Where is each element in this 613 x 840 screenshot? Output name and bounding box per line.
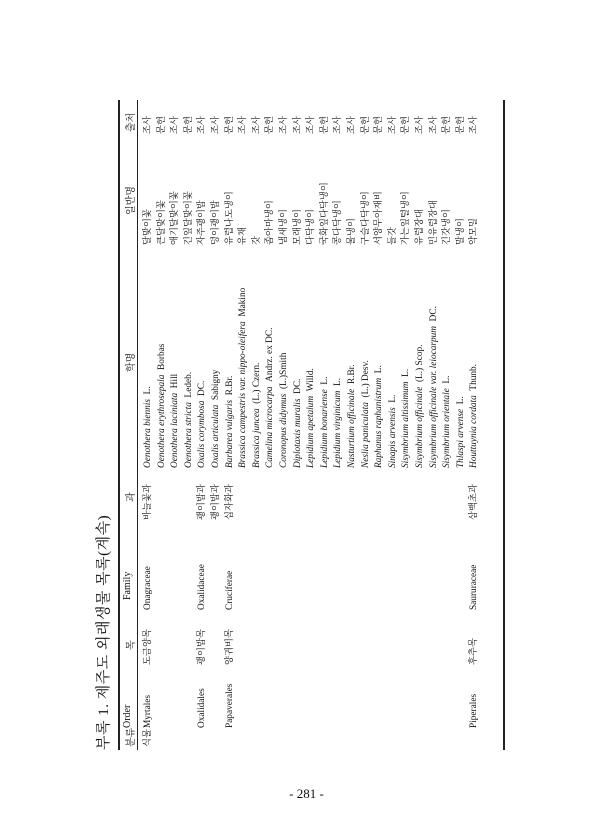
cell-source: 문헌: [224, 116, 235, 134]
cell-scientific-name: [183, 372, 197, 468]
header-order: Order: [122, 704, 133, 728]
cell-source: 조사: [279, 116, 289, 134]
table-row: [264, 100, 278, 750]
scientific-authority: DC.: [292, 378, 303, 394]
cell-korean-name: 콩다닥냉이: [333, 200, 344, 245]
cell-korean-name: 달맞이꽃: [143, 209, 153, 245]
cell-bunryu: 식물: [143, 729, 153, 747]
table-row: [455, 100, 469, 750]
table-row: [305, 100, 319, 750]
scientific-binomial: Sinapis arvensis: [387, 407, 398, 468]
cell-korean-name: 약모밀: [469, 218, 480, 245]
scientific-authority: L.: [333, 377, 344, 386]
table-row: [224, 100, 238, 750]
cell-scientific-name: [468, 364, 482, 468]
cell-order-ko: 양귀비목: [224, 629, 235, 665]
cell-korean-name: 냄새냉이: [279, 209, 289, 245]
cell-scientific-name: [414, 345, 428, 468]
cell-family: Oxalidaceae: [197, 564, 208, 610]
cell-source: 조사: [251, 116, 262, 134]
scientific-binomial: Raphanus raphanistrum: [374, 377, 385, 468]
cell-source: 조사: [238, 116, 249, 134]
table-row: [360, 100, 374, 750]
cell-source: 조사: [170, 116, 181, 134]
cell-source: 문헌: [319, 116, 330, 134]
scientific-authority: R.Br.: [224, 375, 235, 396]
scientific-binomial: Sisymbrium officinale: [415, 386, 425, 468]
scientific-binomial: Nasturtium officinale: [347, 388, 357, 468]
scientific-authority: L.: [319, 376, 330, 385]
cell-scientific-name: [400, 369, 414, 468]
cell-scientific-name: [278, 353, 292, 468]
cell-scientific-name: [428, 306, 442, 468]
table-row: [414, 100, 428, 750]
cell-korean-name: 갓: [251, 236, 262, 245]
cell-korean-name: 유럽장대: [415, 209, 425, 245]
scientific-binomial: Sisymbrium officinale var. leiocarpum: [428, 325, 439, 468]
scientific-binomial: Oenothera stricta: [183, 402, 194, 468]
cell-family-ko: 십자화과: [224, 484, 235, 520]
table-row: [210, 100, 224, 750]
cell-korean-name: 구슬다닥냉이: [360, 191, 371, 245]
cell-source: 문헌: [183, 116, 194, 134]
table-row: [237, 100, 251, 750]
cell-source: 조사: [333, 116, 344, 134]
cell-scientific-name: [387, 395, 401, 468]
scientific-binomial: Oenothera biennis: [143, 399, 153, 468]
table-caption: 부록 1. 제주도 외래생물 목록(계속): [96, 514, 112, 750]
cell-order-ko: 후추목: [469, 638, 480, 665]
cell-source: 문헌: [156, 116, 167, 134]
cell-korean-name: 모래냉이: [292, 209, 303, 245]
table-row: [319, 100, 333, 750]
scientific-authority: Borbas: [156, 343, 167, 370]
cell-korean-name: 가는잎털냉이: [401, 191, 412, 245]
header-korean: 일반명: [126, 186, 137, 215]
scientific-authority: L.: [387, 394, 398, 403]
table-row: [278, 100, 292, 750]
scientific-authority: Hill: [170, 373, 181, 389]
cell-korean-name: 다닥냉이: [306, 209, 317, 245]
cell-korean-name: 자주괭이밥: [197, 200, 208, 245]
cell-scientific-name: [196, 381, 210, 468]
scientific-binomial: Coronopus didymus: [279, 393, 289, 468]
table-row: [142, 100, 156, 750]
table-row: [292, 100, 306, 750]
cell-scientific-name: [360, 360, 374, 468]
cell-korean-name: 서양무아재비: [374, 191, 385, 245]
scientific-authority: DC.: [197, 380, 208, 396]
table-row: [332, 100, 346, 750]
table-header-rule: [137, 100, 138, 750]
scientific-binomial: Neslia paniculata: [360, 402, 371, 468]
scientific-binomial: Lepidium apetalum: [306, 395, 317, 468]
cell-family: Cruciferae: [224, 570, 235, 610]
scientific-authority: L.: [374, 365, 385, 374]
cell-korean-name: 물냉이: [347, 218, 357, 245]
cell-source: 조사: [469, 116, 480, 134]
cell-source: 문헌: [360, 116, 371, 134]
cell-source: 조사: [347, 116, 357, 134]
scientific-authority: DC.: [428, 306, 439, 322]
scientific-binomial: Lepidium virginicum: [333, 390, 344, 468]
table-top-rule: [118, 100, 120, 750]
cell-source: 조사: [211, 116, 221, 134]
cell-source: 조사: [387, 116, 398, 134]
cell-source: 문헌: [401, 116, 412, 134]
table-row: [428, 100, 442, 750]
scientific-authority: Ledeb.: [183, 371, 194, 398]
table-row: [156, 100, 170, 750]
table-row: [346, 100, 360, 750]
cell-scientific-name: [224, 376, 238, 468]
table-row: [183, 100, 197, 750]
header-family-ko: 과: [126, 492, 137, 502]
cell-scientific-name: [142, 386, 156, 468]
cell-order: Piperales: [469, 693, 480, 728]
cell-family-ko: 삼백초과: [469, 484, 480, 520]
scientific-binomial: Oxalis corymbosa: [197, 400, 208, 468]
scientific-binomial: Sisymbrium altissimum: [401, 381, 412, 468]
scientific-binomial: Houttuynia cordata: [469, 395, 480, 468]
cell-scientific-name: [441, 376, 455, 468]
cell-scientific-name: [210, 370, 224, 468]
cell-korean-name: 말냉이: [455, 218, 466, 245]
scientific-authority: L.: [442, 375, 453, 384]
scientific-binomial: Camelina microcarpa: [265, 386, 276, 468]
cell-family: Onagraceae: [143, 566, 153, 610]
rotated-table-page: [92, 100, 512, 750]
table-row: [169, 100, 183, 750]
scientific-authority: Thunb.: [469, 364, 480, 391]
cell-family-ko: 괭이밥과: [197, 484, 208, 520]
scientific-authority: (L.) Czern.: [251, 362, 262, 404]
cell-source: 조사: [415, 116, 425, 134]
cell-korean-name: 긴잎달맞이꽃: [183, 191, 194, 245]
header-bunryu: 분류: [126, 727, 137, 747]
header-order-ko: 목: [126, 640, 137, 650]
header-source: 출처: [126, 112, 137, 132]
scientific-binomial: Brassica campestris var. nippo-oleifera: [238, 321, 249, 468]
cell-family-ko: 바늘꽃과: [143, 484, 153, 520]
scientific-binomial: Lepidium bonariense: [319, 389, 330, 468]
cell-order: Papaverales: [224, 683, 235, 728]
cell-source: 조사: [306, 116, 317, 134]
table-row: [251, 100, 265, 750]
cell-order: Oxalidales: [197, 688, 208, 728]
cell-scientific-name: [237, 288, 251, 468]
scientific-authority: (L.)Smith: [279, 352, 289, 390]
scientific-authority: Willd.: [306, 368, 317, 392]
scientific-binomial: Oxalis articulata: [211, 404, 221, 468]
scientific-binomial: Barbarea vulgaris: [224, 399, 235, 468]
scientific-authority: Sabigny: [211, 369, 221, 401]
scientific-authority: Andrz. ex DC.: [265, 327, 276, 382]
cell-family: Saururaceae: [469, 564, 480, 610]
table-row: [468, 100, 482, 750]
cell-korean-name: 큰달맞이꽃: [156, 200, 167, 245]
cell-order-ko: 도금양목: [143, 629, 153, 665]
cell-scientific-name: [169, 374, 183, 468]
scientific-binomial: Oenothera erythrosepala: [156, 374, 167, 468]
scientific-authority: L.: [143, 386, 153, 395]
scientific-authority: L.: [455, 396, 466, 405]
table-row: [196, 100, 210, 750]
table-bottom-rule: [503, 100, 505, 750]
scientific-authority: R.Br.: [347, 364, 357, 385]
cell-scientific-name: [346, 364, 360, 468]
header-family: Family: [122, 571, 133, 600]
cell-source: 조사: [428, 116, 439, 134]
table-row: [441, 100, 455, 750]
cell-scientific-name: [319, 377, 333, 468]
cell-scientific-name: [251, 363, 265, 468]
cell-korean-name: 들갓: [387, 227, 398, 245]
cell-source: 문헌: [455, 116, 466, 134]
cell-scientific-name: [373, 365, 387, 468]
scientific-binomial: Sisymbrium orientale: [442, 388, 453, 468]
cell-source: 문헌: [265, 116, 276, 134]
header-scientific: 학명: [126, 352, 137, 372]
table-row: [373, 100, 387, 750]
scientific-authority: L.: [401, 368, 412, 377]
cell-scientific-name: [292, 379, 306, 468]
scientific-binomial: Diplotaxis muralis: [292, 398, 303, 468]
cell-korean-name: 유채: [238, 227, 249, 245]
cell-scientific-name: [455, 396, 469, 468]
cell-korean-name: 덩이괭이밥: [211, 200, 221, 245]
cell-scientific-name: [156, 344, 170, 468]
cell-family-ko: 괭이밥과: [211, 484, 221, 520]
table-row: [387, 100, 401, 750]
cell-source: 조사: [197, 116, 208, 134]
cell-korean-name: 좀아마냉이: [265, 200, 276, 245]
scientific-binomial: Brassica juncea: [251, 408, 262, 468]
cell-korean-name: 긴갓냉이: [442, 209, 453, 245]
cell-scientific-name: [305, 368, 319, 468]
cell-source: 문헌: [442, 116, 453, 134]
cell-korean-name: 국화잎다닥냉이: [319, 182, 330, 245]
cell-order: Myrtales: [143, 694, 153, 728]
cell-korean-name: 민유럽장대: [428, 200, 439, 245]
cell-scientific-name: [264, 328, 278, 468]
cell-order-ko: 괭이밥목: [197, 629, 208, 665]
scientific-authority: Makino: [238, 287, 249, 317]
scientific-binomial: Thlaspi arvense: [455, 408, 466, 468]
scientific-binomial: Oenothera laciniata: [170, 392, 181, 468]
scientific-authority: (L.) Scop.: [415, 344, 425, 382]
cell-source: 조사: [143, 116, 153, 134]
table-row: [400, 100, 414, 750]
page-number: - 281 -: [289, 786, 324, 801]
scientific-authority: (L.) Desv.: [360, 360, 371, 398]
cell-korean-name: 애기달맞이꽃: [170, 191, 181, 245]
cell-scientific-name: [332, 378, 346, 468]
cell-korean-name: 유럽나도냉이: [224, 191, 235, 245]
cell-source: 문헌: [374, 116, 385, 134]
cell-source: 조사: [292, 116, 303, 134]
